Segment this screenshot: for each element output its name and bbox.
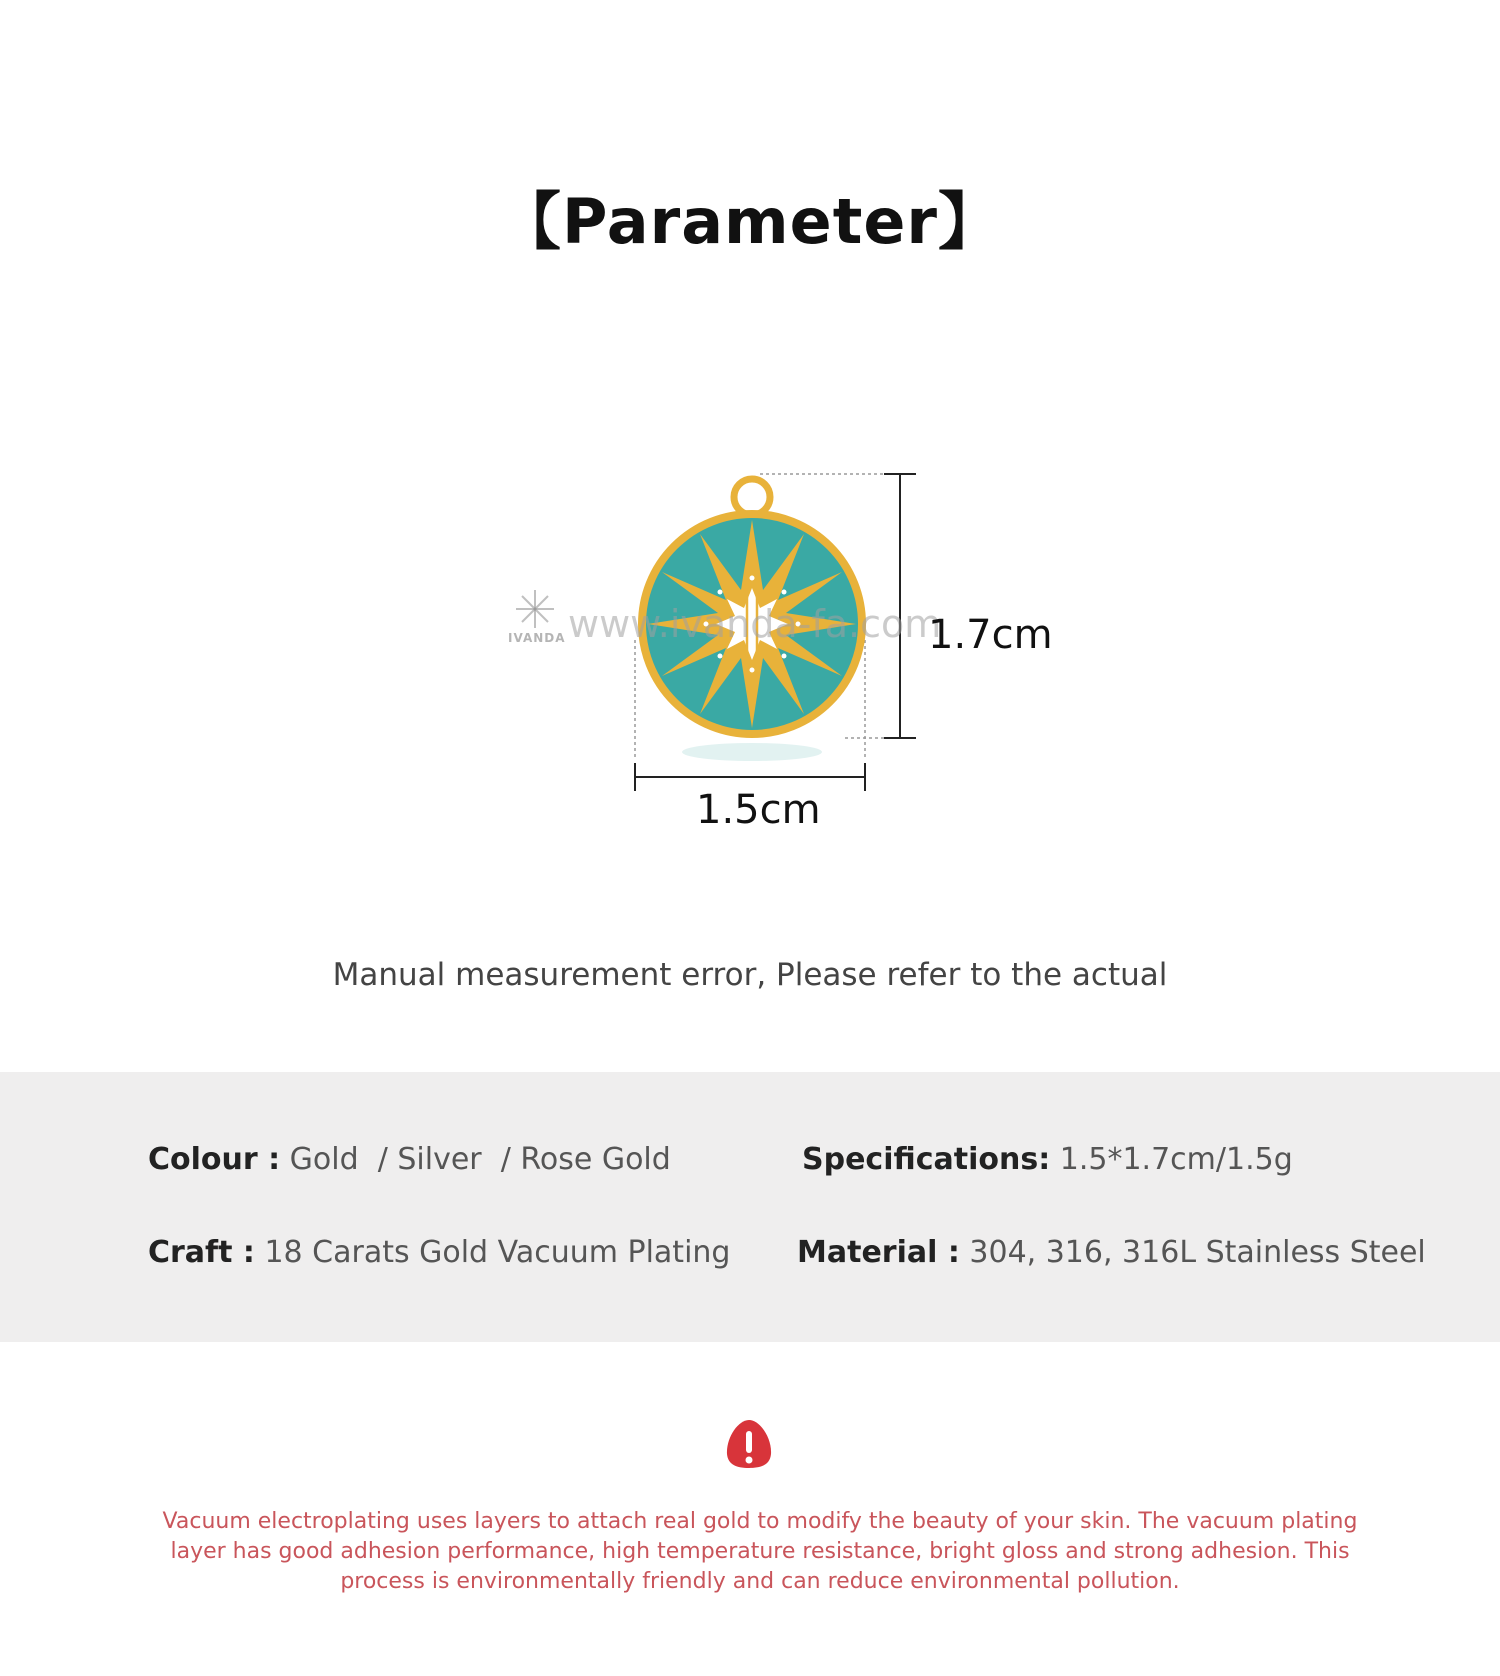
watermark-brand: IVANDA [508,631,566,645]
pendant-reflection [682,743,822,761]
spec-specifications [802,1142,1293,1177]
spec-specifications-value: 1.5*1.7cm/1.5g [1059,1142,1293,1177]
pendant-loop [734,479,770,515]
spec-colour-value: Gold / Silver / Rose Gold [289,1142,671,1177]
watermark-star-icon [516,590,554,628]
alert-icon [724,1418,774,1470]
height-label: 1.7cm [928,612,1053,658]
plating-warning-text: Vacuum electroplating uses layers to attach real gold to modify the beauty of your skin. The vacuum plating layer has good adhesion performance, high temperature resistance, bright gloss and strong adhesion. This process is environmentally friendly and can reduce environmental pollution. [162,1509,1358,1594]
measurement-note: Manual measurement error, Please refer to the actual [332,957,1168,993]
spec-specifications-label: Specifications: [802,1142,1051,1177]
page-title: 【Parameter】 [499,185,1001,258]
spec-craft-value: 18 Carats Gold Vacuum Plating [264,1235,731,1270]
spec-panel [0,1072,1500,1342]
width-label: 1.5cm [696,787,821,833]
spec-craft-label: Craft : [148,1235,255,1270]
spec-material [797,1235,1426,1270]
spec-craft [148,1235,730,1270]
spec-colour [148,1142,671,1177]
spec-material-value: 304, 316, 316L Stainless Steel [969,1235,1426,1270]
spec-colour-label: Colour : [148,1142,281,1177]
watermark-url: www.ivanda-fa.com [568,602,942,646]
spec-material-label: Material : [797,1235,960,1270]
